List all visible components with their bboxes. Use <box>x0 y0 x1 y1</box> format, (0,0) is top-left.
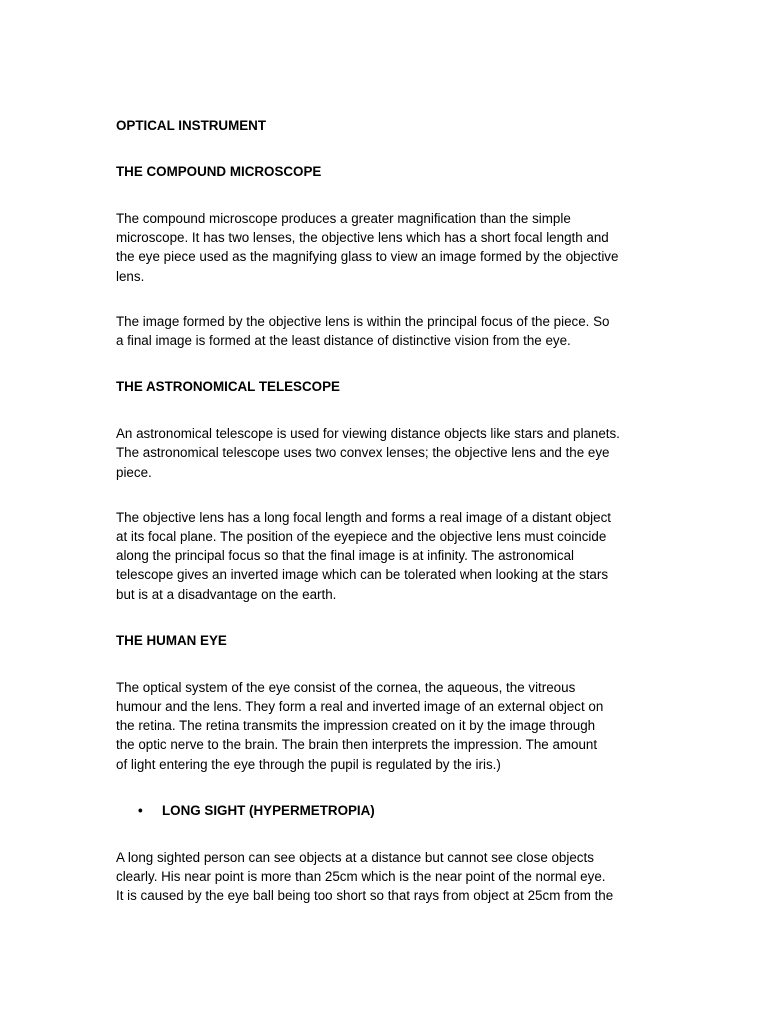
heading-long-sight: LONG SIGHT (HYPERMETROPIA) <box>162 802 375 818</box>
document-title: OPTICAL INSTRUMENT <box>116 118 267 133</box>
heading-compound-microscope: THE COMPOUND MICROSCOPE <box>116 164 322 179</box>
text-line: at its focal plane. The position of the eyepiece and the objective lens must coincide <box>116 529 607 545</box>
text-line: The astronomical telescope uses two convex lenses; the objective lens and the eye <box>116 445 610 461</box>
text-line: a final image is formed at the least distance of distinctive vision from the eye. <box>116 333 571 349</box>
text-line: The optical system of the eye consist of the cornea, the aqueous, the vitreous <box>116 679 576 695</box>
text-line: the retina. The retina transmits the impression created on it by the image through <box>116 718 596 734</box>
paragraph-microscope-2 <box>116 312 656 350</box>
text-line: the optic nerve to the brain. The brain then interprets the impression. The amount <box>116 737 598 753</box>
text-line: piece. <box>116 464 152 480</box>
text-line: clearly. His near point is more than 25cm which is the near point of the normal eye. <box>116 869 606 885</box>
text-line: The objective lens has a long focal length and forms a real image of a distant object <box>116 509 612 525</box>
paragraph-long-sight <box>116 848 656 906</box>
heading-astronomical-telescope: THE ASTRONOMICAL TELESCOPE <box>116 379 340 395</box>
document-page <box>116 116 656 905</box>
paragraph-telescope-2 <box>116 508 656 604</box>
text-line: the eye piece used as the magnifying glass to view an image formed by the objective <box>116 249 619 265</box>
paragraph-eye-1 <box>116 678 656 774</box>
text-line: telescope gives an inverted image which can be tolerated when looking at the stars <box>116 567 609 583</box>
text-line: humour and the lens. They form a real and inverted image of an external object on <box>116 699 604 715</box>
text-line: It is caused by the eye ball being too short so that rays from object at 25cm from the <box>116 888 614 904</box>
bullet-item-long-sight <box>116 801 656 820</box>
text-line: lens. <box>116 268 145 284</box>
text-line: but is at a disadvantage on the earth. <box>116 586 337 602</box>
text-line: The compound microscope produces a greater magnification than the simple <box>116 211 571 226</box>
paragraph-microscope-1 <box>116 209 656 286</box>
heading-human-eye: THE HUMAN EYE <box>116 632 227 648</box>
text-line: A long sighted person can see objects at a distance but cannot see close objects <box>116 849 594 865</box>
text-line: The image formed by the objective lens is within the principal focus of the piece. So <box>116 313 610 329</box>
text-line: An astronomical telescope is used for viewing distance objects like stars and planets. <box>116 426 620 442</box>
paragraph-telescope-1 <box>116 424 656 482</box>
text-line: microscope. It has two lenses, the objective lens which has a short focal length and <box>116 230 609 246</box>
text-line: of light entering the eye through the pupil is regulated by the iris.) <box>116 756 501 772</box>
bullet-icon: • <box>138 802 143 818</box>
text-line: along the principal focus so that the final image is at infinity. The astronomical <box>116 548 575 564</box>
